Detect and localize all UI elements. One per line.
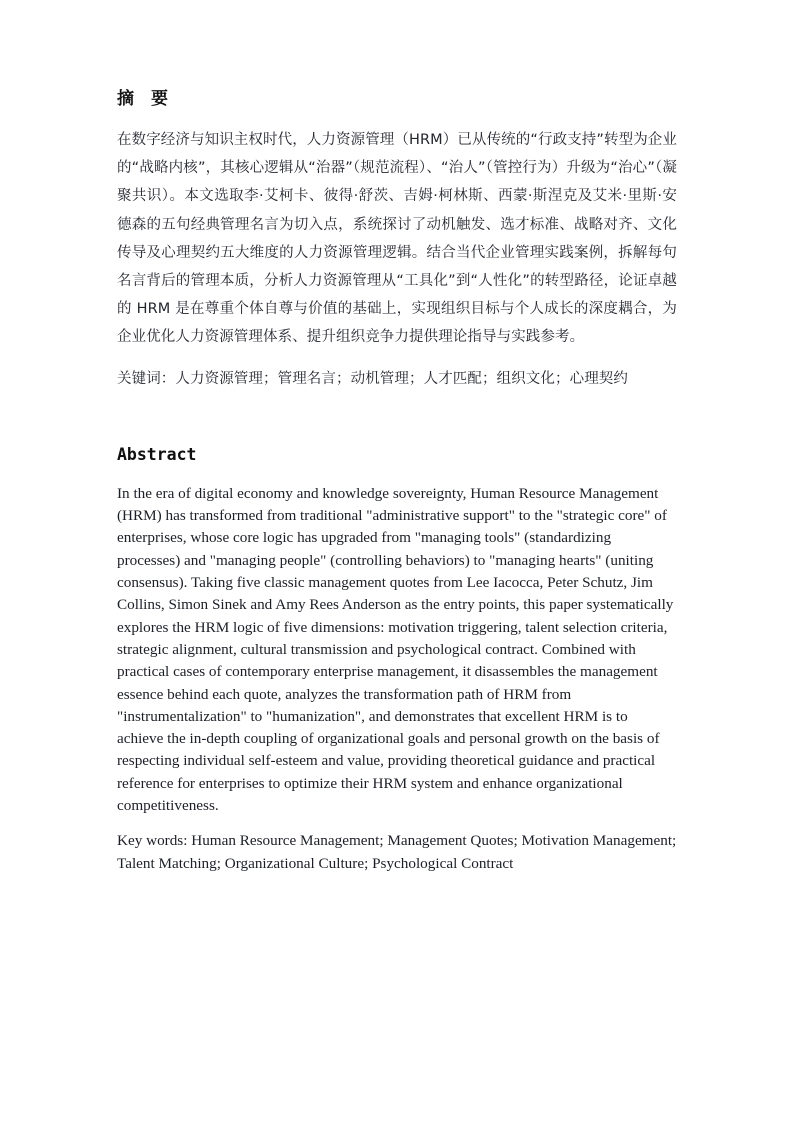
english-abstract-paragraph: In the era of digital economy and knowledge sovereignty, Human Resource Management (HRM) has transformed from traditional "administrative support" to the "strategic core" of enterprises, whose core logic has upgraded from "managing tools" (standardizing processes) and "managing people" (controlling behaviors) to "managing hearts" (uniting consensus). Taking five classic management quotes from Lee Iacocca, Peter Schutz, Jim Collins, Simon Sinek and Amy Rees Anderson as the entry points, this paper systematically explores the HRM logic of five dimensions: motivation triggering, talent selection criteria, strategic alignment, cultural transmission and psychological contract. Combined with practical cases of contemporary enterprise management, it disassembles the management essence behind each quote, analyzes the transformation path of HRM from "instrumentalization" to "humanization", and demonstrates that excellent HRM is to achieve the in-depth coupling of organizational goals and personal growth on the basis of respecting individual self-esteem and value, providing theoretical guidance and practical reference for enterprises to optimize their HRM system and enhance organizational competitiveness. [117, 484, 674, 814]
english-abstract-heading: Abstract [117, 444, 197, 464]
page-content [117, 86, 677, 875]
chinese-abstract-paragraph: 在数字经济与知识主权时代，人力资源管理（HRM）已从传统的“行政支持”转型为企业的“战略内核”，其核心逻辑从“治器”（规范流程）、“治人”（管控行为）升级为“治心”（凝聚共识）。本文选取李·艾柯卡、彼得·舒茨、吉姆·柯林斯、西蒙·斯涅克及艾米·里斯·安德森的五句经典管理名言为切入点，系统探讨了动机触发、选才标准、战略对齐、文化传导及心理契约五大维度的人力资源管理逻辑。结合当代企业管理实践案例，拆解每句名言背后的管理本质，分析人力资源管理从“工具化”到“人性化”的转型路径，论证卓越的 HRM 是在尊重个体自尊与价值的基础上，实现组织目标与个人成长的深度耦合，为企业优化人力资源管理体系、提升组织竞争力提供理论指导与实践参考。 [117, 132, 678, 346]
chinese-keywords-line: 关键词：人力资源管理；管理名言；动机管理；人才匹配；组织文化；心理契约 [117, 370, 628, 387]
section-spacer [117, 393, 677, 443]
chinese-abstract-heading: 摘 要 [117, 89, 168, 109]
english-keywords-line: Key words: Human Resource Management; Management Quotes; Motivation Management; Talent Matching; Organizational Culture; Psychological Contract [117, 832, 677, 872]
